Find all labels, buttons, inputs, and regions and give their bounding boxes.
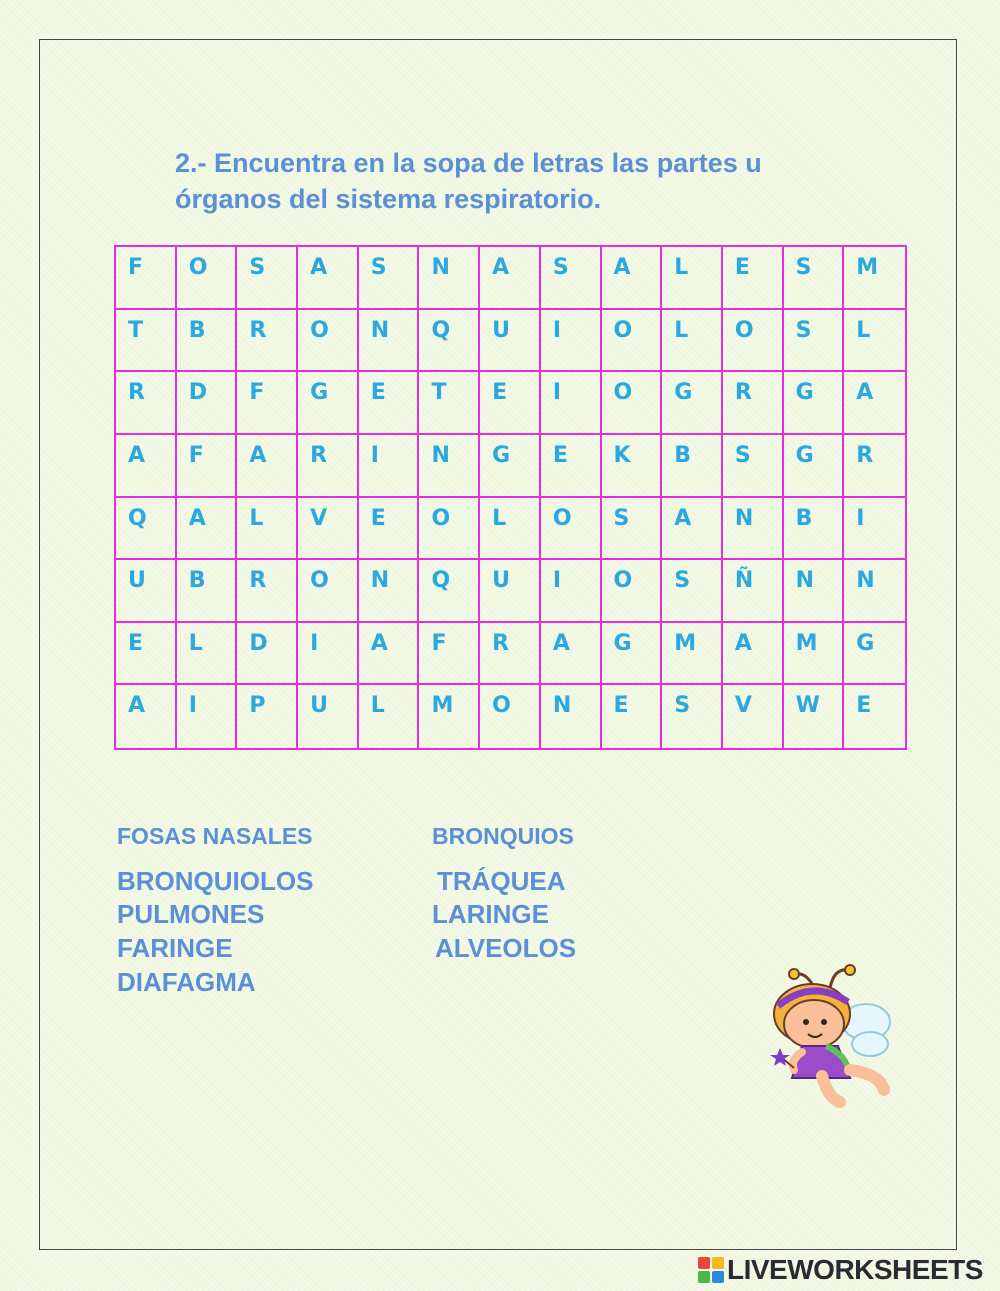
grid-cell[interactable]: B [662, 435, 723, 498]
grid-cell[interactable]: E [602, 685, 663, 748]
grid-cell[interactable]: M [784, 623, 845, 686]
grid-cell[interactable]: I [177, 685, 238, 748]
grid-cell[interactable]: V [298, 498, 359, 561]
grid-cell[interactable]: G [602, 623, 663, 686]
grid-cell[interactable]: N [723, 498, 784, 561]
grid-cell[interactable]: Q [419, 310, 480, 373]
grid-cell[interactable]: N [784, 560, 845, 623]
grid-cell[interactable]: O [177, 247, 238, 310]
grid-cell[interactable]: O [480, 685, 541, 748]
grid-cell[interactable]: L [844, 310, 905, 373]
word-laringe: LARINGE [432, 899, 549, 929]
grid-cell[interactable]: D [237, 623, 298, 686]
grid-cell[interactable]: F [237, 372, 298, 435]
grid-cell[interactable]: R [298, 435, 359, 498]
instruction-line-1: 2.- Encuentra en la sopa de letras las partes u [175, 148, 762, 178]
grid-cell[interactable]: Ñ [723, 560, 784, 623]
grid-cell[interactable]: S [602, 498, 663, 561]
grid-cell[interactable]: N [419, 247, 480, 310]
grid-cell[interactable]: A [844, 372, 905, 435]
grid-cell[interactable]: Q [116, 498, 177, 561]
grid-cell[interactable]: F [116, 247, 177, 310]
grid-cell[interactable]: U [298, 685, 359, 748]
grid-cell[interactable]: I [541, 310, 602, 373]
grid-cell[interactable]: A [541, 623, 602, 686]
word-fosas-nasales: FOSAS NASALES [117, 823, 313, 849]
grid-cell[interactable]: A [298, 247, 359, 310]
grid-cell[interactable]: I [359, 435, 420, 498]
word-search-grid[interactable] [114, 245, 907, 750]
grid-cell[interactable]: U [116, 560, 177, 623]
grid-cell[interactable]: A [116, 435, 177, 498]
grid-cell[interactable]: A [237, 435, 298, 498]
grid-cell[interactable]: S [723, 435, 784, 498]
grid-cell[interactable]: I [844, 498, 905, 561]
grid-cell[interactable]: G [844, 623, 905, 686]
grid-cell[interactable]: Q [419, 560, 480, 623]
grid-cell[interactable]: L [359, 685, 420, 748]
grid-cell[interactable]: V [723, 685, 784, 748]
grid-cell[interactable]: O [602, 372, 663, 435]
grid-cell[interactable]: N [844, 560, 905, 623]
grid-cell[interactable]: O [298, 310, 359, 373]
grid-cell[interactable]: R [237, 310, 298, 373]
grid-cell[interactable]: G [784, 372, 845, 435]
grid-cell[interactable]: S [784, 247, 845, 310]
grid-cell[interactable]: A [480, 247, 541, 310]
grid-cell[interactable]: S [784, 310, 845, 373]
grid-cell[interactable]: F [419, 623, 480, 686]
grid-cell[interactable]: E [359, 372, 420, 435]
grid-cell[interactable]: L [662, 247, 723, 310]
grid-cell[interactable]: A [116, 685, 177, 748]
grid-cell[interactable]: I [541, 372, 602, 435]
grid-cell[interactable]: E [480, 372, 541, 435]
grid-cell[interactable]: E [856, 693, 872, 719]
grid-cell[interactable]: O [298, 560, 359, 623]
grid-cell[interactable]: A [177, 498, 238, 561]
grid-cell[interactable]: N [359, 310, 420, 373]
word-bronquios: BRONQUIOS [432, 823, 574, 849]
grid-cell[interactable]: G [662, 372, 723, 435]
grid-cell[interactable]: R [480, 623, 541, 686]
grid-cell[interactable]: T [419, 372, 480, 435]
grid-cell[interactable]: K [602, 435, 663, 498]
grid-cell[interactable]: G [784, 435, 845, 498]
brand-name: LIVEWORKSHEETS [727, 1254, 983, 1285]
grid-cell[interactable]: T [116, 310, 177, 373]
grid-cell[interactable]: S [237, 247, 298, 310]
grid-cell[interactable]: E [723, 247, 784, 310]
grid-cell[interactable]: F [177, 435, 238, 498]
grid-cell[interactable]: N [541, 685, 602, 748]
grid-cell[interactable]: M [662, 623, 723, 686]
grid-cell[interactable]: I [298, 623, 359, 686]
instruction-text [175, 145, 895, 217]
grid-cell[interactable]: N [359, 560, 420, 623]
liveworksheets-logo-icon [698, 1257, 724, 1283]
word-pulmones: PULMONES [117, 899, 265, 929]
grid-cell[interactable]: S [359, 247, 420, 310]
instruction-line-2: órganos del sistema respiratorio. [175, 184, 602, 214]
grid-cell[interactable]: G [298, 372, 359, 435]
grid-cell[interactable]: R [723, 372, 784, 435]
grid-cell[interactable]: O [602, 560, 663, 623]
grid-cell[interactable]: L [480, 498, 541, 561]
grid-cell[interactable]: O [723, 310, 784, 373]
grid-cell[interactable]: I [541, 560, 602, 623]
grid-cell[interactable]: U [480, 310, 541, 373]
word-alveolos: ALVEOLOS [435, 933, 577, 963]
grid-cell[interactable]: L [237, 498, 298, 561]
fairy-girl-icon [768, 962, 898, 1112]
word-diafagma: DIAFAGMA [117, 967, 256, 997]
word-bronquiolos: BRONQUIOLOS [117, 866, 314, 896]
grid-cell[interactable]: N [419, 435, 480, 498]
grid-cell[interactable]: S [662, 685, 723, 748]
grid-cell[interactable]: S [662, 560, 723, 623]
grid-cell[interactable]: R [116, 372, 177, 435]
grid-cell[interactable]: A [662, 498, 723, 561]
liveworksheets-brand [698, 1254, 983, 1286]
word-traquea: TRÁQUEA [437, 866, 566, 896]
grid-cell[interactable]: A [602, 247, 663, 310]
grid-cell[interactable]: G [480, 435, 541, 498]
grid-cell[interactable]: B [177, 310, 238, 373]
grid-cell[interactable]: U [480, 560, 541, 623]
grid-cell[interactable]: M [844, 247, 905, 310]
grid-cell[interactable]: B [177, 560, 238, 623]
grid-cell[interactable]: A [723, 623, 784, 686]
grid-cell[interactable]: E [116, 623, 177, 686]
grid-cell[interactable]: P [237, 685, 298, 748]
grid-cell[interactable]: L [662, 310, 723, 373]
grid-cell[interactable]: W [784, 685, 845, 748]
grid-cell[interactable]: R [844, 435, 905, 498]
grid-cell[interactable]: B [784, 498, 845, 561]
grid-cell[interactable]: L [177, 623, 238, 686]
word-faringe: FARINGE [117, 933, 233, 963]
grid-cell[interactable]: R [237, 560, 298, 623]
grid-cell[interactable]: M [419, 685, 480, 748]
grid-cell[interactable]: S [541, 247, 602, 310]
grid-cell[interactable]: E [359, 498, 420, 561]
grid-cell[interactable]: O [419, 498, 480, 561]
grid-cell[interactable]: D [177, 372, 238, 435]
grid-cell[interactable]: A [359, 623, 420, 686]
grid-cell[interactable]: E [541, 435, 602, 498]
grid-cell[interactable]: O [541, 498, 602, 561]
grid-cell[interactable]: O [602, 310, 663, 373]
